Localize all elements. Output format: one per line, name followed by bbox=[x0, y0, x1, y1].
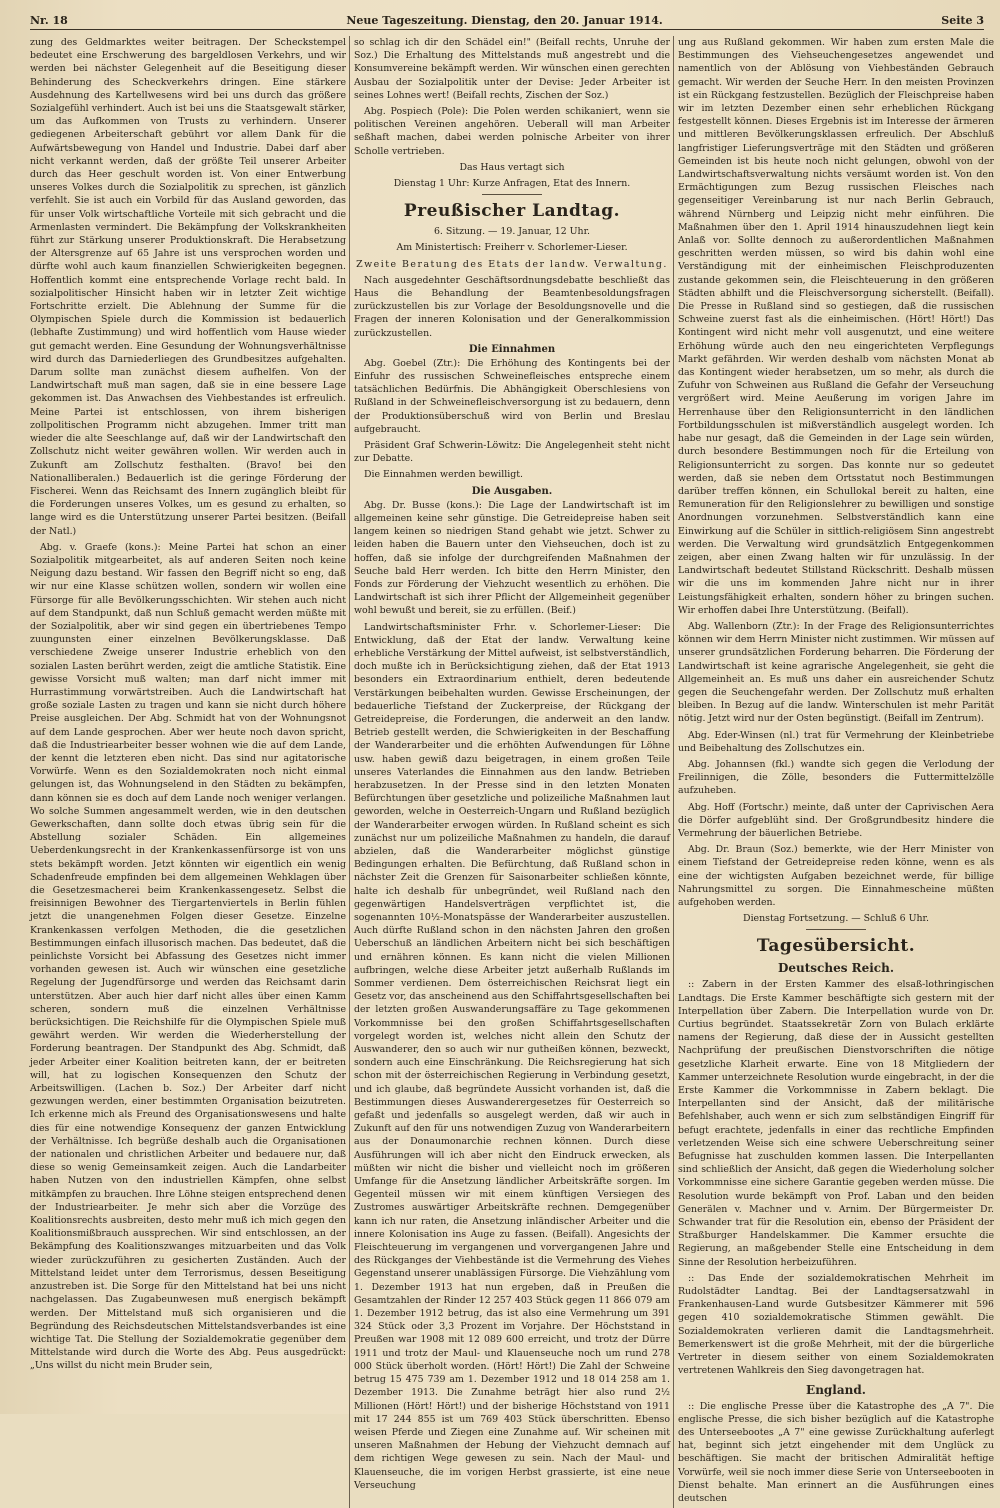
article-paragraph: Abg. v. Graefe (kons.): Meine Partei hat schon an einer Sozialpolitik mitgearbeitet, als auf anderen Seiten noch keine Neigung dazu bestand. Wir fassen den Begriff nicht so eng, daß wir nur eine Klasse schützen wollen, sondern wir wollen eine Fürsorge für alle Bevölkerungsschichten. Wir stehen auch nicht auf dem Standpunkt, daß nun Schluß gemacht werden müßte mit der Sozialpolitik, aber wir sind gegen ein übertriebenes Tempo zuungunsten einer einzelnen Bevölkerungsklasse. Daß verschiedene Zweige unserer Industrie erheblich von den sozialen Lasten berührt werden, zeigt die amtliche Statistik. Eine gewisse Vorsicht muß walten; man darf nicht immer mit Hurrastimmung vorwärtstreiben. Auch die Landwirtschaft hat große soziale Lasten zu tragen und kann sie nicht durch höhere Preise ausgleichen. Der Abg. Schmidt hat von der Wohnungsnot auf dem Lande gesprochen. Aber wer heute noch davon spricht, daß die Industriearbeiter besser wohnen wie die auf dem Lande, der kennt die letzteren eben nicht. Das sind nur agitatorische Vorwürfe. Wenn es den Sozialdemokraten noch nicht einmal gelungen ist, das Wohnungselend in den Städten zu bekämpfen, dann können sie es doch auf dem Lande noch weniger verlangen. Wo solche Summen angesammelt werden, wie in den deutschen Gewerkschaften, dann sollte doch etwas übrig sein für die Abstellung sozialer Schäden. Ein allgemeines Ueberdenkungsrecht in der Krankenkassenfürsorge ist von uns stets bekämpft worden. Jetzt könnten wir eigentlich ein wenig Schadenfreude empfinden bei dem allgemeinen Wehklagen über die Gesetzesmacherei beim Krankenkassengesetz. Selbst die freisinnigen Bewohner des Tiergartenviertels in Berlin fühlen jetzt die unangenehmen Folgen dieser Gesetze. Einzelne Krankenkassen verfolgen Methoden, die die gesetzlichen Bestimmungen einfach illusorisch machen. Das bedeutet, daß die peinlichste Vorsicht bei Abfassung des Gesetzes nicht immer vorhanden gewesen ist. Auch wir wünschen eine gesetzliche Regelung der Jugendfürsorge und werden das Reichsamt darin unterstützen. Aber auch hier darf nicht alles über einen Kamm scheren, sondern muß die einzelnen Verhältnisse berücksichtigen. Die Reichshilfe für die Olympischen Spiele muß gewährt werden. Wir werden die Wiederherstellung der Forderung beantragen. Der Standpunkt des Abg. Schmidt, daß jeder Arbeiter einer Koalition beitreten kann, der er beitreten will, hat zu logischen Konsequenzen den Schutz der Arbeitswilligen. (Lachen b. Soz.) Der Arbeiter darf nicht gezwungen werden, einer bestimmten Organisation beizutreten. Ich erkenne mich als Freund des Organisationswesens und halte dies für eine notwendige Konsequenz der ganzen Entwicklung der Verhältnisse. Ich begrüße deshalb auch die Organisationen der nationalen und christlichen Arbeiter und bedauere nur, daß diese so wenig Gemeinsamkeit zeigen. Auch die Landarbeiter haben Nutzen von den industriellen Kämpfen, ohne selbst mitkämpfen zu brauchen. Ihre Löhne steigen entsprechend denen der Industriearbeiter. Je mehr sich aber die Vorzüge des Koalitionsrechts ausbreiten, desto mehr muß ich mich gegen den Koalitionsmißbrauch aussprechen. Wir sind entschlossen, an der Bekämpfung des Koalitionszwanges mitzuarbeiten und das Volk wieder zurückzuführen zu gesicherten Zuständen. Auch der Mittelstand leidet unter dem Terrorismus, dessen Beseitigung anzustreben ist. Die Sorge für den Mittelstand hat bei uns nicht nachgelassen. Das Zugabeunwesen muß energisch bekämpft werden. Der Mittelstand muß sich organisieren und die Begründung des Reichsdeutschen Mittelstandsverbandes ist eine wichtige Tat. Die Stellung der Sozialdemokratie gegenüber dem Mittelstande wird durch die Worte des Abg. Peus ausgedrückt: „Uns willst du nicht mein Bruder sein, bbox=[30, 541, 346, 1372]
newspaper-title: Neue Tageszeitung. Dienstag, den 20. Januar 1914. bbox=[346, 14, 663, 27]
session-line: 6. Sitzung. — 19. Januar, 12 Uhr. bbox=[433, 226, 591, 238]
article-paragraph: Abg. Wallenborn (Ztr.): In der Frage des Religionsunterrichtes können wir dem Herrn Minister nicht zustimmen. Wir müssen auf unserer grundsätzlichen Forderung beharren. Die Förderung der Landwirtschaft ist keine agrarische Angelegenheit, sie geht die Allgemeinheit an. Es muß uns daher ein ausreichender Schutz gegen die Seuchengefahr werden. Der Zollschutz muß erhalten bleiben. In Bezug auf die landw. Winterschulen ist mehr Parität nötig. Jetzt wird nur der Osten begünstigt. (Beifall im Zentrum). bbox=[678, 620, 994, 725]
ministry-line: Am Ministertisch: Freiherr v. Schorlemer-Lieser. bbox=[396, 242, 628, 254]
masthead bbox=[30, 14, 984, 30]
article-paragraph: Das Haus vertagt sich bbox=[459, 161, 565, 173]
article-paragraph: :: Zabern in der Ersten Kammer des elsaß-lothringischen Landtags. Die Erste Kammer beschäftigte sich gestern mit der Interpellation über Zabern. Die Interpellation wurde von Dr. Curtius begründet. Staatssekretär Zorn von Bulach erklärte namens der Regierung, daß diese der in Aussicht gestellten Nachprüfung der preußischen Dienstvorschriften die nötige gesetzliche Klarheit erwarte. Eine von 18 Mitgliedern der Kammer unterzeichnete Resolution wurde eingebracht, in der die Erste Kammer die Vorkommnisse in Zabern beklagt. Die Interpellanten sind der Ansicht, daß der militärische Befehlshaber, auch wenn er sich zum selbständigen Eingriff für befugt erachtete, jedenfalls in einer das rechtliche Empfinden verletzenden Weise sich eine schwere Ueberschreitung seiner Befugnisse hat zuschulden kommen lassen. Die Interpellanten sind schließlich der Ansicht, daß gegen die Wiederholung solcher Vorkommnisse eine sichere Garantie gegeben werden müsse. Die Resolution wurde bekämpft von Prof. Laban und den beiden Generälen v. Machner und v. Arnim. Der Bürgermeister Dr. Schwander trat für die Resolution ein, ebenso der Präsident der Straßburger Handelskammer. Die Kammer ersuchte die Regierung, an maßgebender Stelle eine Entscheidung in dem Sinne der Resolution herbeizuführen. bbox=[678, 979, 994, 1268]
subheading: Die Ausgaben. bbox=[471, 485, 553, 497]
article-paragraph: Dienstag 1 Uhr: Kurze Anfragen, Etat des Innern. bbox=[393, 178, 631, 190]
section-heading: Tagesübersicht. bbox=[756, 936, 916, 957]
article-paragraph: Abg. Eder-Winsen (nl.) trat für Vermehrung der Kleinbetriebe und Beibehaltung des Zollschutzes ein. bbox=[678, 729, 994, 754]
article-paragraph: Die Einnahmen werden bewilligt. bbox=[364, 469, 523, 481]
article-paragraph: Nach ausgedehnter Geschäftsordnungsdebatte beschließt das Haus die Behandlung der Beamtenbesoldungsfragen zurückzustellen bis zur Vorlage der Besoldungsnovelle und die Fragen der inneren Kolonisation und der Generalkommission zurückzustellen. bbox=[354, 274, 670, 339]
article-paragraph: Landwirtschaftsminister Frhr. v. Schorlemer-Lieser: Die Entwicklung, daß der Etat der landw. Verwaltung keine erhebliche Verstärkung der Mittel aufweist, ist selbstverständlich, doch mußte ich in Berücksichtigung ziehen, daß der Etat 1913 besonders ein Extraordinarium enthielt, deren bedeutende Verstärkungen beibehalten wurden. Gewisse Erscheinungen, der bedauerliche Tiefstand der Zuckerpreise, der Rückgang der Getreidepreise, die Forderungen, die anderweit an den landw. Betrieb gestellt werden, die Schwierigkeiten in der Beschaffung der Wanderarbeiter und die erhöhten Aufwendungen für Löhne usw. haben gewiß dazu beigetragen, in einem großen Teile unseres Vaterlandes die Einnahmen aus den landw. Betrieben herabzusetzen. In der Presse sind in den letzten Monaten Befürchtungen über gesetzliche und polizeiliche Maßnahmen laut geworden, welche in Oesterreich-Ungarn und Rußland bezüglich der Wanderarbeiter erwogen würden. In Rußland scheint es sich zunächst nur um polizeiliche Maßnahmen zu handeln, die darauf abzielen, daß die Wanderarbeiter möglichst günstige Bedingungen erhalten. Die Befürchtung, daß Rußland schon in nächster Zeit die Grenzen für Saisonarbeiter schließen könnte, halte ich deshalb für unbegründet, weil Rußland nach den gegenwärtigen Handelsverträgen verpflichtet ist, die sogenannten 10½-Monatspässe der Wanderarbeiter auszustellen. Auch dürfte Rußland schon in den nächsten Jahren den großen Ueberschuß an ländlichen Arbeitern nicht bei sich beschäftigen und ernähren können. Es kann nicht die vielen Millionen aufbringen, welche diese Arbeiter jetzt außerhalb Rußlands im Sommer verdienen. Dem österreichischen Reichsrat liegt ein Gesetz vor, das anscheinend aus den Schiffahrtsgesellschaften bei der letzten großen Auswanderungsaffäre zu Tage gekommenen Vorkommnisse bei den großen Schiffahrtsgesellschaften vorgelegt worden ist, welches nicht allein den Schutz der Auswanderer, den so auch wir nur gutheißen können, bezweckt, sondern auch eine Einschränkung. Die Reichsregierung hat sich schon mit der österreichischen Regierung in Verbindung gesetzt, und ich glaube, daß begründete Aussicht vorhanden ist, daß die Bestimmungen dieses Auswanderergesetzes für Oesterreich so gefaßt und jedenfalls so ausgelegt werden, daß wir auch in Zukunft auf den für uns notwendigen Zuzug von Wanderarbeitern aus der Donaumonarchie rechnen können. Durch diese Ausführungen will ich aber nicht den Eindruck erwecken, als müßten wir nicht die bisher und vielleicht noch im größeren Umfange für die Ansetzung ländlicher Arbeitskräfte sorgen. Im Gegenteil müssen wir mit einem künftigen Versiegen des Zustromes auswärtiger Arbeitskräfte rechnen. Demgegenüber kann ich nur raten, die Ansetzung inländischer Arbeiter und die innere Kolonisation ins Auge zu fassen. (Beifall). Angesichts der Fleischteuerung im vergangenen und vorvergangenen Jahre und des Rückganges der Viehbestände ist die Vermehrung des Viehes Gegenstand unserer unablässigen Fürsorge. Die Viehzählung vom 1. Dezember 1913 hat nun ergeben, daß in Preußen die Gesamtzahlen der Rinder 12 257 403 Stück gegen 11 866 079 am 1. Dezember 1912 betrug, das ist also eine Vermehrung um 391 324 Stück oder 3,3 Prozent im Vorjahre. Der Höchststand in Preußen war 1908 mit 12 089 600 erreicht, und trotz der Dürre 1911 und trotz der Maul- und Klauenseuche noch um rund 278 000 Stück überholt worden. (Hört! Hört!) Die Zahl der Schweine betrug 15 475 739 am 1. Dezember 1912 und 18 014 258 am 1. Dezember 1913. Die Zunahme beträgt hier also rund 2½ Millionen (Hört! Hört!) und der bisherige Höchststand von 1911 mit 17 244 855 ist um 769 403 Stück überschritten. Ebenso weisen Pferde und Ziegen eine Zunahme auf. Wir scheinen mit unseren Maßnahmen der Hebung der Viehzucht demnach auf dem richtigen Wege gewesen zu sein. Nach der Maul- und Klauenseuche, die im vorigen Herbst grassierte, ist eine neue Verseuchung bbox=[354, 621, 670, 1491]
article-paragraph: Abg. Dr. Braun (Soz.) bemerkte, wie der Herr Minister von einem Tiefstand der Getreidepreise reden könne, wenn es als eine der wichtigsten Aufgaben bezeichnet werde, für billige Nahrungsmittel zu sorgen. Die Einnahmescheine müßten aufgehoben werden. bbox=[678, 844, 994, 908]
subheading: Die Einnahmen bbox=[468, 343, 556, 355]
article-paragraph: :: Das Ende der sozialdemokratischen Mehrheit im Rudolstädter Landtag. Bei der Landtagsersatzwahl in Frankenhausen-Land wurde Gutsbesitzer Kämmerer mit 596 gegen 410 sozialdemokratische Stimmen gewählt. Die Sozialdemokraten verlieren damit die Landtagsmehrheit. Bemerkenswert ist die große Mehrheit, mit der die bürgerliche Vertreter in diesem seither von einem Sozialdemokraten vertretenen Wahlkreis den Sieg davongetragen hat. bbox=[678, 1272, 994, 1377]
article-paragraph: so schlag ich dir den Schädel ein!" (Beifall rechts, Unruhe der Soz.) Die Erhaltung des Mittelstands muß angestrebt und die Konsumvereine bekämpft werden. Wir wünschen einen gerechten Ausbau der Sozialpolitik unter der Devise: Jeder Arbeiter ist seines Lohnes wert! (Beifall rechts, Zischen der Soz.) bbox=[354, 37, 670, 101]
column-1 bbox=[30, 36, 346, 1508]
article-paragraph: zung des Geldmarktes weiter beitragen. Der Scheckstempel bedeutet eine Erschwerung des bargeldlosen Verkehrs, und wir werden bei nächster Gelegenheit auf die Beseitigung dieser Behinderung des Scheckverkehrs dringen. Eine stärkere Ausdehnung des Kartellwesens wird bei uns durch das größere Sozialgefühl verhindert. Auch ist bei uns die Staatsgewalt stärker, um das Aufkommen von Trusts zu verhindern. Unserer gediegenen Arbeiterschaft gebührt vor allem Dank für die Aufwärtsbewegung von Handel und Industrie. Dabei darf aber nicht verkannt werden, daß der größte Teil unserer Arbeiter durch das Heer geschult worden ist. Von einer Entwerbung unseres Volkes durch die Sozialpolitik zu sprechen, ist gänzlich verfehlt. Sie ist auch ein Vorbild für das Ausland geworden, das für unser Volk wirtschaftliche Vorteile mit sich gebracht und die Armenlasten vermindert. Die Bekämpfung der Volkskrankheiten führt zur Stärkung unserer Produktionskraft. Die Herabsetzung der Altersgrenze auf 65 Jahre ist uns versprochen worden und dürfte wohl auch kaum finanziellen Schwierigkeiten begegnen. Hoffentlich kommt eine entsprechende Vorlage recht bald. In sozialpolitischer Hinsicht haben wir in letzter Zeit wichtige Fortschritte erzielt. Die Ablehnung der Summe für die Olympischen Spiele durch die Kommission ist bedauerlich (lebhafte Zustimmung) und wird hoffentlich vom Hause wieder gut gemacht werden. Eine Gesundung der Wohnungsverhältnisse wird durch das Darniederliegen des Grundbesitzes aufgehalten. Darum sollte man zunächst diesem aufhelfen. Von der Landwirtschaft muß man sagen, daß sie in eine bessere Lage gekommen ist. Das Anwachsen des Viehbestandes ist erfreulich. Meine Partei ist entschlossen, von ihrem bisherigen zollpolitischen Programm nicht abzugehen. Immer tritt man wieder die alte Seeschlange auf, daß wir der Landwirtschaft den Zollschutz nicht weiter gewähren wollen. Wir werden auch in Zukunft am Zollschutz festhalten. (Bravo! bei den Nationalliberalen.) Bedauerlich ist die geringe Förderung der Fischerei. Wenn das Reichsamt des Innern zugänglich bleibt für die Forderungen unseres Volkes, um es gesund zu erhalten, so lange wird es die Unterstützung unserer Partei besitzen. (Beifall der Natl.) bbox=[30, 37, 346, 537]
article-paragraph: ung aus Rußland gekommen. Wir haben zum ersten Male die Bestimmungen des Viehseuchengesetzes angewendet und namentlich von der Ablösung von Viehbeständen Gebrauch gemacht. Wir werden der Seuche Herr. In den meisten Provinzen ist ein Rückgang festzustellen. Bezüglich der Fleischpreise haben wir im letzten Dezember einen sehr erheblichen Rückgang festgestellt können. Dieses Ergebnis ist im Interesse der ärmeren und mittleren Bevölkerungsklassen erfreulich. Der Abschluß langfristiger Lieferungsverträge mit den Städten und größeren Gemeinden ist bis heute noch nicht gelungen, obwohl von der Landwirtschaftsverwaltung nichts versäumt worden ist. Von den Ermächtigungen zum Bezug russischen Fleisches nach gegenseitiger Vereinbarung ist nur nach Berlin Gebrauch, während Nürnberg und Leipzig nicht mehr einführen. Die Maßnahmen über den 1. April 1914 hinauszudehnen liegt kein Anlaß vor. Sollte dennoch zu außerordentlichen Maßnahmen geschritten werden müssen, so wird bis dahin wohl eine Verständigung mit der einheimischen Fleischproduzenten zustande gekommen sein, die Fleischteuerung in den größeren Städten abhilft und die Fleischversorgung sicherstellt. (Beifall). Die Presse in Rußland sind so gestiegen, daß die russischen Schweine zuerst fast als die einheimischen. (Hört! Hört!) Das Kontingent wird nicht mehr voll ausgenutzt, und eine weitere Erhöhung würde auch den neu eingerichteten Verpflegungs Markt gefährden. Wir werden deshalb vom nächsten Monat ab das Kontingent wieder herabsetzen, um so mehr, als durch die Zufuhr von Schweinen aus Rußland die Gefahr der Verseuchung vergrößert wird. Meine Aeußerung im vorigen Jahre im Herrenhause über den Religionsunterricht in den ländlichen Fortbildungsschulen ist mißverständlich ausgelegt worden. Ich habe nur gesagt, daß die Gemeinden in der Lage sein würden, durch besondere Bestimmungen noch für die Erteilung von Religionsunterricht zu sorgen. Das konnte nur so gedeutet werden, daß sie neben dem Ortsstatut noch Bestimmungen darüber treffen können, ein Schullokal bereit zu halten, eine Remuneration für den Religionslehrer zu bewilligen und sonstige Anordnungen vorzunehmen. Selbstverständlich kann eine Einwirkung auf die Schüler in sittlich-religiösem Sinn angestrebt werden. Die Verwaltung wird grundsätzlich Entgegenkommen zeigen, aber einen Zwang halten wir für unzulässig. In der Landwirtschaft bedeutet Stillstand Rückschritt. Deshalb müssen wir die uns im kommenden Jahre nicht nur in ihrer Leistungsfähigkeit erhalten, sondern höher zu bringen suchen. Wir erhoffen dabei Ihre Unterstützung. (Beifall). bbox=[678, 37, 994, 616]
article-paragraph: Abg. Dr. Busse (kons.): Die Lage der Landwirtschaft ist im allgemeinen keine sehr günstige. Die Getreidepreise haben seit langem keinen so niedrigen Stand gehabt wie jetzt. Schwer zu leiden haben die Bauern unter den Viehseuchen, doch ist zu hoffen, daß sie infolge der durchgreifenden Maßnahmen der Seuche bald Herr werden. Ich bitte den Herrn Minister, den Fonds zur Förderung der Viehzucht wesentlich zu erhöhen. Die Landwirtschaft ist sich ihrer Pflicht der Allgemeinheit gegenüber wohl bewußt und bereit, sie zu erfüllen. (Beif.) bbox=[354, 499, 670, 617]
article-paragraph: Abg. Goebel (Ztr.): Die Erhöhung des Kontingents bei der Einfuhr des russischen Schweinefleisches entspreche einem tatsächlichen Bedürfnis. Die Abhängigkeit Oberschlesiens von Rußland in der Schweinefleischversorgung ist zu bedauern, denn der Produktionsüberschuß wird von Berlin und Breslau aufgebraucht. bbox=[354, 357, 670, 435]
agenda-line: Zweite Beratung des Etats der landw. Verwaltung. bbox=[356, 258, 668, 270]
subheading: Deutsches Reich. bbox=[777, 961, 895, 976]
article-paragraph: :: Die englische Presse über die Katastrophe des „A 7". Die englische Presse, die sich bisher bezüglich auf die Katastrophe des Unterseebootes „A 7" eine gewisse Zurückhaltung auferlegt hat, beginnt sich jetzt eingehender mit dem Unglück zu beschäftigen. Sie macht der britischen Admiralität heftige Vorwürfe, weil sie noch immer diese Serie von Unterseebooten in Dienst behalte. Man erinnert an die Ausführungen eines deutschen bbox=[678, 1400, 994, 1504]
divider bbox=[482, 194, 542, 195]
article-paragraph: Dienstag Fortsetzung. — Schluß 6 Uhr. bbox=[743, 913, 929, 925]
issue-number: Nr. 18 bbox=[30, 14, 68, 27]
subheading: England. bbox=[806, 1382, 866, 1397]
page-number: Seite 3 bbox=[941, 14, 984, 27]
article-columns bbox=[30, 36, 994, 1504]
article-paragraph: Abg. Hoff (Fortschr.) meinte, daß unter der Caprivischen Aera die Dörfer aufgeblüht sind. Der Großgrundbesitz hindere die Vermehrung der bäuerlichen Betriebe. bbox=[678, 801, 994, 839]
article-paragraph: Präsident Graf Schwerin-Löwitz: Die Angelegenheit steht nicht zur Debatte. bbox=[354, 440, 670, 465]
article-paragraph: Abg. Johannsen (fkl.) wandte sich gegen die Verlodung der Freilinnigen, die Zölle, besonders die Futtermittelzölle aufzuheben. bbox=[678, 758, 994, 797]
divider bbox=[806, 929, 866, 930]
article-paragraph: Abg. Pospiech (Pole): Die Polen werden schikaniert, wenn sie politischen Vereinen angehören. Ueberall will man Arbeiter seßhaft machen, dabei werden polnische Arbeiter von ihrer Scholle vertrieben. bbox=[354, 106, 670, 157]
section-heading: Preußischer Landtag. bbox=[403, 201, 621, 222]
column-3 bbox=[678, 36, 994, 1508]
column-2 bbox=[354, 36, 670, 1508]
